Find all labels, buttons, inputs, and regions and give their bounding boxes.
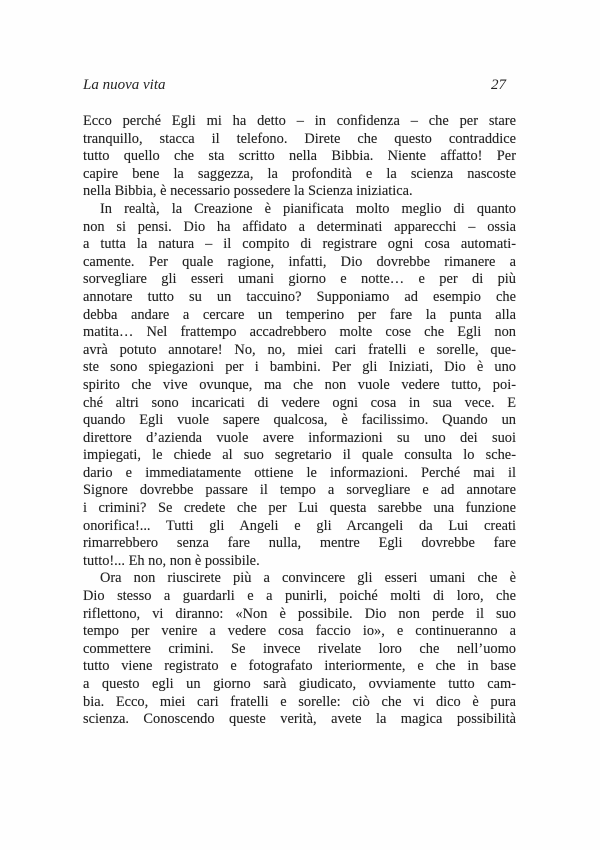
text-line: a questo egli un giorno sarà giudicato, ovviamente tutto cam- — [83, 676, 516, 692]
text-line: riflettono, vi diranno: «Non è possibile. Dio non perde il suo — [83, 605, 516, 622]
text-line: a tutta la natura – il compito di registrare ogni cosa automati- — [83, 236, 516, 253]
text-line: quando Egli vuole sapere qualcosa, è facilissimo. Quando un — [83, 412, 516, 429]
text-line: nella Bibbia, è necessario possedere la Scienza iniziatica. — [83, 183, 413, 200]
text-line: commettere crimini. Se invece rivelate loro che nell’uomo — [83, 640, 516, 657]
text-line: annotare tutto su un taccuino? Supponiamo ad esempio che — [83, 288, 516, 305]
text-line: rimarrebbero senza fare nulla, mentre Egli dovrebbe fare — [83, 535, 516, 552]
text-line: tutto viene registrato e fotografato interiormente, e che in base — [83, 658, 516, 675]
text-line: Dio stesso a guardarli e a punirli, poiché molti di loro, che — [83, 588, 516, 605]
text-line: bia. Ecco, miei cari fratelli e sorelle: ciò che vi dico è pura — [83, 693, 516, 710]
text-line: Ora non riuscirete più a convincere gli esseri umani che è — [100, 570, 516, 587]
text-line: sorvegliare gli esseri umani giorno e notte… e per di più — [83, 271, 516, 288]
text-line: direttore d’azienda vuole avere informazioni su uno dei suoi — [83, 429, 516, 446]
text-line: Ecco perché Egli mi ha detto – in confidenza – che per stare — [83, 113, 516, 129]
text-line: matita… Nel frattempo accadrebbero molte cose che Egli non — [83, 324, 516, 341]
running-header-title: La nuova vita — [83, 77, 166, 93]
text-line: avrà potuto annotare! No, no, miei cari fratelli e sorelle, que- — [83, 341, 516, 358]
text-line: i crimini? Se credete che per Lui questa sarebbe una funzione — [83, 500, 516, 517]
text-line: capire bene la saggezza, la profondità e la scienza nascoste — [83, 165, 516, 182]
text-line: impiegati, le chiede al suo segretario il quale consulta lo sche- — [83, 447, 516, 464]
text-line: tutto quello che sta scritto nella Bibbia. Niente affatto! Per — [83, 148, 516, 165]
text-block — [83, 113, 516, 729]
text-line: onorifica!... Tutti gli Angeli e gli Arcangeli da Lui creati — [83, 517, 516, 534]
text-line: debba andare a cercare un temperino per fare la punta alla — [83, 306, 516, 323]
text-line: tranquillo, stacca il telefono. Direte che questo contraddice — [83, 130, 516, 147]
text-line: dario e immediatamente ottiene le informazioni. Perché mai il — [83, 464, 516, 481]
text-line: ste sono spiegazioni per i bambini. Per gli Iniziati, Dio è uno — [83, 359, 516, 376]
text-line: tutto!... Eh no, non è possibile. — [83, 552, 260, 569]
page-number: 27 — [491, 77, 506, 93]
book-page — [83, 76, 516, 729]
text-line: Signore dovrebbe passare il tempo a sorvegliare e ad annotare — [83, 482, 516, 499]
text-line: ché altri sono incaricati di vedere ogni cosa in sua vece. E — [83, 394, 516, 411]
text-line: In realtà, la Creazione è pianificata molto meglio di quanto — [100, 200, 516, 217]
text-line: non si pensi. Dio ha affidato a determinati apparecchi – ossia — [83, 218, 516, 235]
text-line: tempo per venire a vedere cosa faccio io», e continueranno a — [83, 623, 516, 640]
text-line: camente. Per quale ragione, infatti, Dio dovrebbe rimanere a — [83, 253, 516, 270]
running-header — [83, 76, 516, 95]
text-line: spirito che vive ovunque, ma che non vuole vedere tutto, poi- — [83, 376, 516, 393]
text-line: scienza. Conoscendo queste verità, avete la magica possibilità — [83, 711, 516, 728]
